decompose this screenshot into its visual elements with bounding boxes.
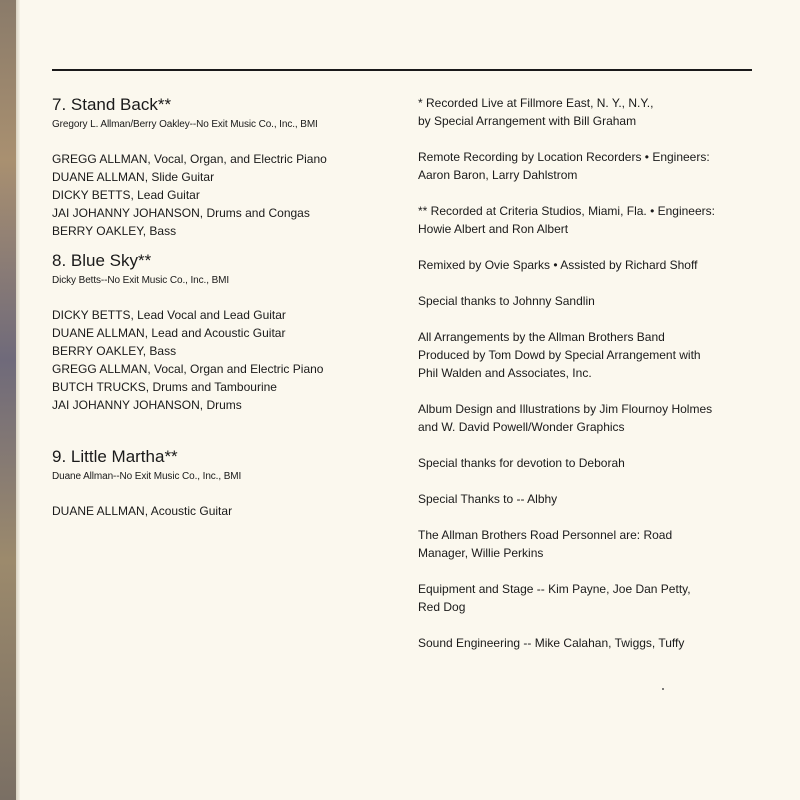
note-line: Howie Albert and Ron Albert	[418, 222, 569, 236]
musician-line: DUANE ALLMAN, Lead and Acoustic Guitar	[52, 326, 286, 340]
musician-line: DICKY BETTS, Lead Vocal and Lead Guitar	[52, 308, 286, 322]
page-fold	[16, 0, 20, 800]
musician-line: BERRY OAKLEY, Bass	[52, 344, 177, 358]
note-thanks-albhy	[418, 490, 768, 508]
note-line: Special Thanks to -- Albhy	[418, 492, 558, 506]
track-credit: Gregory L. Allman/Berry Oakley--No Exit Music Co., Inc., BMI	[52, 119, 318, 130]
note-line: The Allman Brothers Road Personnel are: Road	[418, 528, 673, 542]
musician-line: JAI JOHANNY JOHANSON, Drums	[52, 398, 242, 412]
note-line: * Recorded Live at Fillmore East, N. Y., N.Y.,	[418, 96, 654, 110]
note-line: Produced by Tom Dowd by Special Arrangement with	[418, 348, 701, 362]
note-line: Remixed by Ovie Sparks • Assisted by Richard Shoff	[418, 258, 698, 272]
note-line: Manager, Willie Perkins	[418, 546, 544, 560]
note-line: Equipment and Stage -- Kim Payne, Joe Dan Petty,	[418, 582, 691, 596]
note-equipment	[418, 580, 768, 616]
track-7	[52, 94, 402, 240]
cover-art-edge	[0, 0, 16, 800]
musician-line: DICKY BETTS, Lead Guitar	[52, 188, 200, 202]
note-road-personnel	[418, 526, 768, 562]
print-speck	[662, 688, 664, 690]
musician-line: GREGG ALLMAN, Vocal, Organ, and Electric Piano	[52, 152, 327, 166]
note-line: All Arrangements by the Allman Brothers Band	[418, 330, 665, 344]
note-thanks-sandlin	[418, 292, 768, 310]
track-title: 7. Stand Back**	[52, 95, 172, 114]
note-line: ** Recorded at Criteria Studios, Miami, Fla. • Engineers:	[418, 204, 715, 218]
musician-line: BERRY OAKLEY, Bass	[52, 224, 177, 238]
note-line: by Special Arrangement with Bill Graham	[418, 114, 637, 128]
track-list	[52, 94, 402, 520]
production-notes	[418, 94, 768, 670]
musician-line: JAI JOHANNY JOHANSON, Drums and Congas	[52, 206, 310, 220]
musician-line: DUANE ALLMAN, Slide Guitar	[52, 170, 215, 184]
note-fillmore	[418, 94, 768, 130]
note-line: Remote Recording by Location Recorders • Engineers:	[418, 150, 710, 164]
note-line: and W. David Powell/Wonder Graphics	[418, 420, 625, 434]
track-title: 9. Little Martha**	[52, 447, 178, 466]
note-line: Phil Walden and Associates, Inc.	[418, 366, 592, 380]
note-line: Sound Engineering -- Mike Calahan, Twiggs, Tuffy	[418, 636, 685, 650]
note-line: Aaron Baron, Larry Dahlstrom	[418, 168, 578, 182]
musician-line: GREGG ALLMAN, Vocal, Organ and Electric Piano	[52, 362, 324, 376]
note-album-design	[418, 400, 768, 436]
note-criteria	[418, 202, 768, 238]
note-line: Special thanks for devotion to Deborah	[418, 456, 625, 470]
track-credit: Duane Allman--No Exit Music Co., Inc., BMI	[52, 471, 242, 482]
header-rule	[52, 69, 752, 71]
note-line: Album Design and Illustrations by Jim Flournoy Holmes	[418, 402, 713, 416]
track-title: 8. Blue Sky**	[52, 251, 152, 270]
track-9	[52, 446, 402, 520]
note-thanks-deborah	[418, 454, 768, 472]
note-arrangements	[418, 328, 768, 382]
note-remixed	[418, 256, 768, 274]
note-sound-engineering	[418, 634, 768, 652]
track-8	[52, 250, 402, 414]
note-remote-recording	[418, 148, 768, 184]
note-line: Red Dog	[418, 600, 466, 614]
note-line: Special thanks to Johnny Sandlin	[418, 294, 595, 308]
musician-line: DUANE ALLMAN, Acoustic Guitar	[52, 504, 233, 518]
musician-line: BUTCH TRUCKS, Drums and Tambourine	[52, 380, 277, 394]
track-credit: Dicky Betts--No Exit Music Co., Inc., BMI	[52, 275, 230, 286]
